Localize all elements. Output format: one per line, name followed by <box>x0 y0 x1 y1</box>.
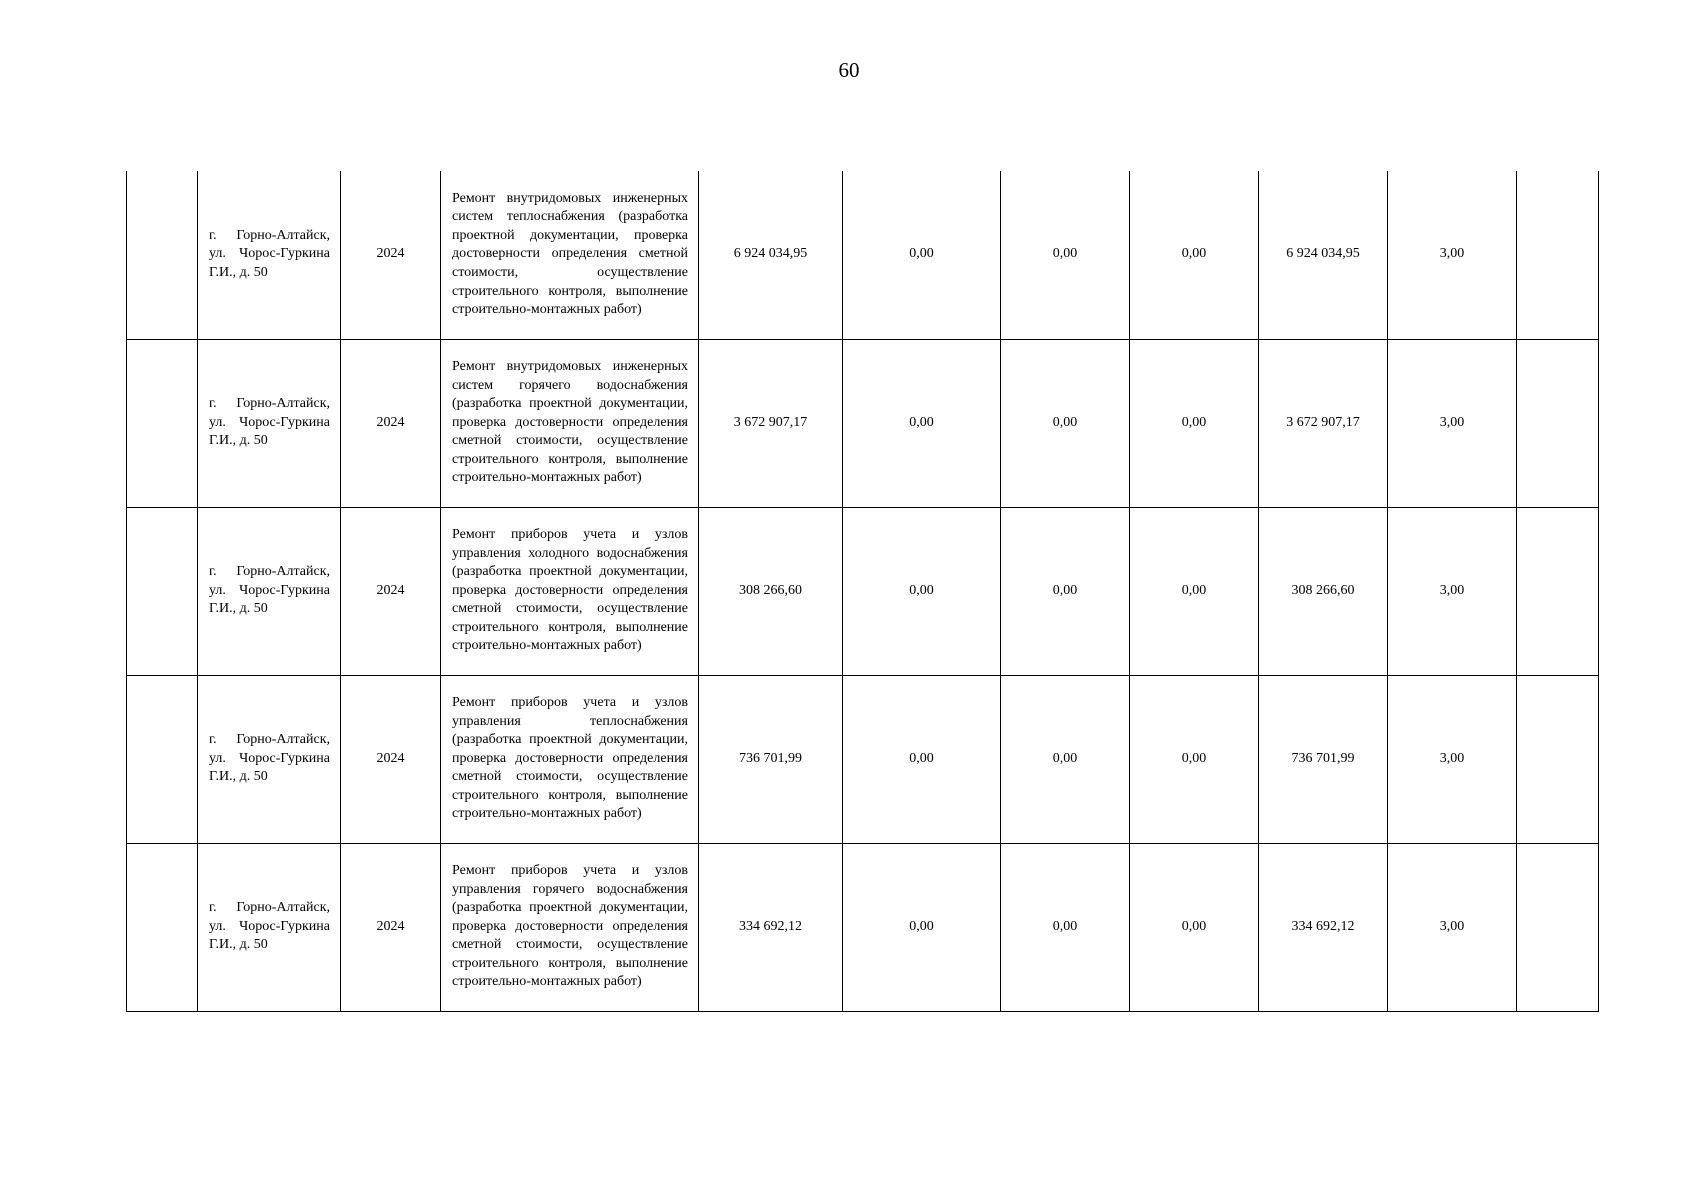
value-cell: 0,00 <box>1130 339 1259 507</box>
value-cell: 0,00 <box>1001 171 1130 339</box>
address-cell: г. Горно-Алтайск, ул. Чорос-Гуркина Г.И., д. 50 <box>198 171 341 339</box>
value-cell: 0,00 <box>1130 843 1259 1011</box>
row-number-cell <box>127 171 198 339</box>
value-cell: 3,00 <box>1388 171 1517 339</box>
work-description-cell: Ремонт приборов учета и узлов управления горячего водоснабжения (разработка проектной документации, проверка достоверности определения сметной стоимости, осуществление строительного контроля, выполнение строительно-монтажных работ) <box>441 843 699 1011</box>
total-cost-cell: 736 701,99 <box>699 675 843 843</box>
value-cell: 0,00 <box>1001 675 1130 843</box>
year-cell: 2024 <box>341 675 441 843</box>
value-cell: 0,00 <box>1001 339 1130 507</box>
address-cell: г. Горно-Алтайск, ул. Чорос-Гуркина Г.И., д. 50 <box>198 507 341 675</box>
work-description-cell: Ремонт приборов учета и узлов управления теплоснабжения (разработка проектной документации, проверка достоверности определения сметной стоимости, осуществление строительного контроля, выполнение строительно-монтажных работ) <box>441 675 699 843</box>
empty-cell <box>1517 843 1599 1011</box>
value-cell: 0,00 <box>843 339 1001 507</box>
table-row <box>127 675 1599 843</box>
value-cell: 0,00 <box>1130 507 1259 675</box>
year-cell: 2024 <box>341 843 441 1011</box>
value-cell: 736 701,99 <box>1259 675 1388 843</box>
table-row <box>127 843 1599 1011</box>
total-cost-cell: 6 924 034,95 <box>699 171 843 339</box>
value-cell: 3,00 <box>1388 843 1517 1011</box>
value-cell: 308 266,60 <box>1259 507 1388 675</box>
table-row <box>127 339 1599 507</box>
year-cell: 2024 <box>341 507 441 675</box>
capital-repair-table <box>126 171 1599 1012</box>
work-description-cell: Ремонт внутридомовых инженерных систем теплоснабжения (разработка проектной документации, проверка достоверности определения сметной стоимости, осуществление строительного контроля, выполнение строительно-монтажных работ) <box>441 171 699 339</box>
address-cell: г. Горно-Алтайск, ул. Чорос-Гуркина Г.И., д. 50 <box>198 339 341 507</box>
year-cell: 2024 <box>341 171 441 339</box>
value-cell: 0,00 <box>1001 843 1130 1011</box>
work-description-cell: Ремонт приборов учета и узлов управления холодного водоснабжения (разработка проектной документации, проверка достоверности определения сметной стоимости, осуществление строительного контроля, выполнение строительно-монтажных работ) <box>441 507 699 675</box>
row-number-cell <box>127 507 198 675</box>
value-cell: 6 924 034,95 <box>1259 171 1388 339</box>
table-row <box>127 171 1599 339</box>
total-cost-cell: 334 692,12 <box>699 843 843 1011</box>
table-row <box>127 507 1599 675</box>
value-cell: 3 672 907,17 <box>1259 339 1388 507</box>
value-cell: 3,00 <box>1388 339 1517 507</box>
empty-cell <box>1517 507 1599 675</box>
row-number-cell <box>127 843 198 1011</box>
value-cell: 3,00 <box>1388 507 1517 675</box>
total-cost-cell: 3 672 907,17 <box>699 339 843 507</box>
value-cell: 0,00 <box>1130 171 1259 339</box>
row-number-cell <box>127 675 198 843</box>
value-cell: 3,00 <box>1388 675 1517 843</box>
empty-cell <box>1517 339 1599 507</box>
page-number: 60 <box>838 58 860 82</box>
address-cell: г. Горно-Алтайск, ул. Чорос-Гуркина Г.И., д. 50 <box>198 843 341 1011</box>
empty-cell <box>1517 171 1599 339</box>
value-cell: 0,00 <box>843 843 1001 1011</box>
value-cell: 0,00 <box>843 171 1001 339</box>
value-cell: 334 692,12 <box>1259 843 1388 1011</box>
value-cell: 0,00 <box>843 675 1001 843</box>
address-cell: г. Горно-Алтайск, ул. Чорос-Гуркина Г.И., д. 50 <box>198 675 341 843</box>
empty-cell <box>1517 675 1599 843</box>
row-number-cell <box>127 339 198 507</box>
value-cell: 0,00 <box>843 507 1001 675</box>
total-cost-cell: 308 266,60 <box>699 507 843 675</box>
value-cell: 0,00 <box>1130 675 1259 843</box>
value-cell: 0,00 <box>1001 507 1130 675</box>
work-description-cell: Ремонт внутридомовых инженерных систем горячего водоснабжения (разработка проектной документации, проверка достоверности определения сметной стоимости, осуществление строительного контроля, выполнение строительно-монтажных работ) <box>441 339 699 507</box>
year-cell: 2024 <box>341 339 441 507</box>
